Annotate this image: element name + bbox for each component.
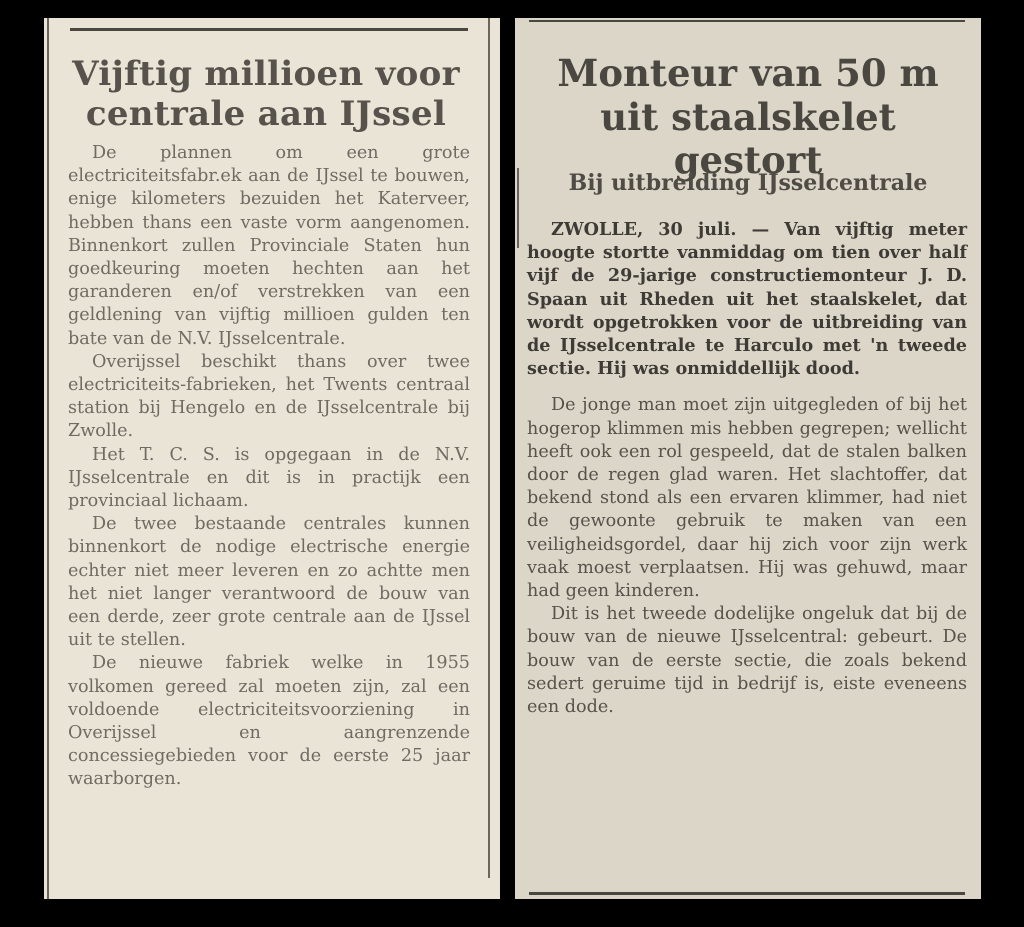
paragraph: De nieuwe fabriek welke in 1955 volkomen gereed zal moeten zijn, zal een voldoende electriciteitsvoorziening in Overijssel en aangrenzende concessiegebieden voor de eerste 25 jaar waarborgen. — [68, 653, 470, 790]
paragraph: ZWOLLE, 30 juli. — Van vijftig meter hoogte stortte vanmiddag om tien over half vijf de 29-jarige constructiemonteur J. D. Spaan uit Rheden uit het staalskelet, dat wordt opgetrokken voor de uitbreiding van de IJsselcentrale te Harculo met 'n tweede sectie. Hij was onmiddellijk dood. — [527, 219, 967, 380]
paragraph: Het T. C. S. is opgegaan in de N.V. IJsselcentrale en dit is in practijk een provinciaal lichaam. — [68, 444, 470, 512]
right-headline: Monteur van 50 m uit staalskelet gestort — [557, 51, 939, 183]
left-body — [68, 142, 470, 792]
bottom-rule — [529, 892, 965, 895]
right-subheadline: Bij uitbreiding IJsselcentrale — [568, 170, 928, 196]
lead-paragraph — [527, 218, 967, 380]
paragraph: Overijssel beschikt thans over twee electriciteits-fabrieken, het Twents centraal station bij Hengelo en de IJsselcentrale bij Zwolle. — [68, 351, 470, 442]
paragraph: De plannen om een grote electriciteitsfabr.ek aan de IJssel te bouwen, enige kilometers bezuiden het Katerveer, hebben thans een vaste vorm aangenomen. Binnenkort zullen Provinciale Staten hun goedkeuring moeten hechten aan het garanderen en/of verstrekken van een geldlening van vijftig millioen gulden ten bate van de N.V. IJsselcentrale. — [68, 143, 470, 349]
right-clipping — [515, 18, 981, 899]
right-body — [527, 218, 967, 719]
column-rule — [47, 18, 49, 899]
top-rule — [70, 28, 468, 31]
paragraph: Dit is het tweede dodelijke ongeluk dat bij de bouw van de nieuwe IJsselcentral: gebeurt. De bouw van de eerste sectie, die zoals bekend sedert geruime tijd in bedrijf is, eiste eveneens een dode. — [527, 604, 967, 718]
top-rule — [529, 20, 965, 22]
paragraph: De jonge man moet zijn uitgegleden of bij het hogerop klimmen mis hebben gegrepen; wellicht heeft ook een rol gespeeld, dat de stalen balken door de regen glad waren. Het slachtoffer, dat bekend stond als een ervaren klimmer, had niet de gewoonte gebruik te maken van een veiligheidsgordel, daar hij zich voor zijn werk vaak moest verplaatsen. Hij was gehuwd, maar had geen kinderen. — [527, 395, 967, 602]
left-headline: Vijftig millioen voor centrale aan IJssel — [72, 54, 460, 135]
paragraph: De twee bestaande centrales kunnen binnenkort de nodige electrische energie echter niet meer leveren en zo achtte men het niet langer verantwoord de bouw van een derde, zeer grote centrale aan de IJssel uit te stellen. — [68, 514, 470, 651]
left-clipping — [44, 18, 500, 899]
column-rule — [488, 18, 490, 878]
